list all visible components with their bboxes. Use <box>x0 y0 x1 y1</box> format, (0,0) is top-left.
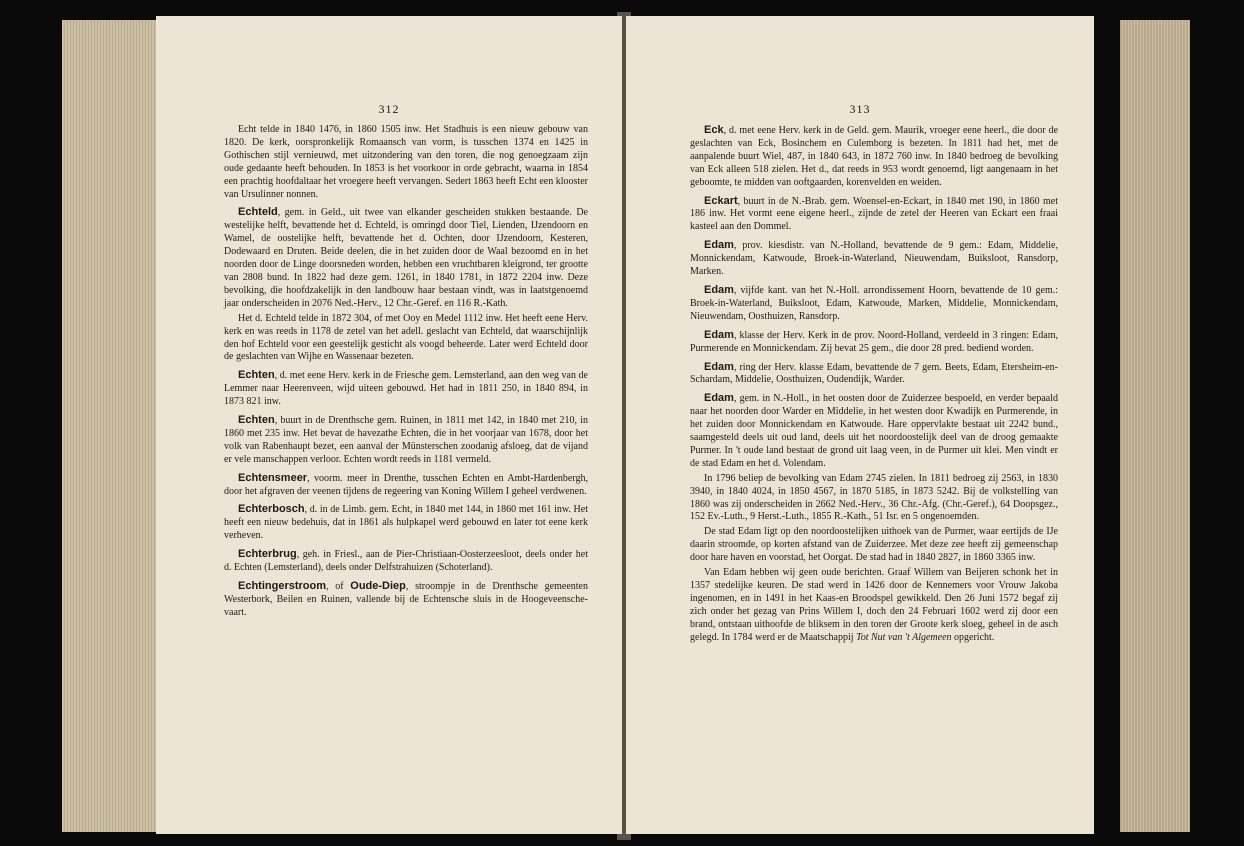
dictionary-entry <box>224 548 588 575</box>
entry-headword: Echten <box>238 414 275 427</box>
entry-headword: Echten <box>238 369 275 382</box>
entry-text: , gem. in Geld., uit twee van elkander gescheiden stukken bestaande. De westelijke helft, bevattende het d. Echteld, is omringd door Tiel, Lienden, IJzendoorn en Wamel, de oostelijke helft, bevattende het d. Ochten, door IJzendoorn, Kesteren, Dodewaard en Druten. Beide deelen, die in het zuiden door de Waal bezoomd en in het noorden door de Linge doorsneden worden, hebben een vruchtbaren kleigrond, ter grootte van 2808 bund. In 1822 had deze gem. 1261, in 1840 1781, in 1872 2204 inw. Deze bevolking, die hoofdzakelijk in den landbouw haar bestaan vindt, was in laatstgenoemd jaar onderscheiden in 2076 Ned.-Herv., 12 Chr.-Geref. en 116 R.-Kath. <box>224 207 588 309</box>
dictionary-entry <box>224 472 588 499</box>
entry-headword: Echtensmeer <box>238 471 308 484</box>
dictionary-entry <box>224 206 588 310</box>
dictionary-entry <box>224 313 588 365</box>
page-text <box>690 124 1058 650</box>
entry-text: , d. met eene Herv. kerk in de Geld. gem. Maurik, vroeger eene heerl., die door de geslachten van Eck, Bosinchem en Culemborg is bezeten. In 1811 had het, met de aanpalende buurt Wiel, 487, in 1840 643, in 1872 760 inw. In 1840 bedroeg de bevolking van Eck alleen 518 zielen. Het d., dat reeds in 953 wordt genoemd, ligt aangenaam in het geboomte, te midden van ooftgaarden, korenvelden en weiden. <box>690 125 1058 188</box>
entry-headword: Edam <box>704 360 734 373</box>
entry-headword: Edam <box>704 392 734 405</box>
entry-text: opgericht. <box>951 631 995 643</box>
entry-headword: Oude-Diep <box>350 580 406 592</box>
dictionary-entry <box>690 124 1058 190</box>
entry-headword: Edam <box>704 283 734 296</box>
entry-headword: Echterbrug <box>238 548 297 561</box>
entry-text: , voorm. meer in Drenthe, tusschen Echten en Ambt-Hardenbergh, door het afgraven der veenen tijdens de regeering van Koning Willem I geheel verdwenen. <box>224 472 588 497</box>
entry-italic-text: Tot Nut van 't Algemeen <box>856 631 952 643</box>
entry-text: , buurt in de Drenthsche gem. Ruinen, in 1811 met 142, in 1840 met 210, in 1860 met 235 inw. Het bevat de havezathe Echten, die in het voorjaar van 1678, door het volk van Rabenhaupt bezet, een aanval der Münsterschen zoodanig afsloeg, dat de vijand er vele manschappen verloor. Echten wordt reeds in 1181 vermeld. <box>224 415 588 465</box>
dictionary-entry <box>224 503 588 543</box>
dictionary-entry <box>224 124 588 201</box>
entry-text: De stad Edam ligt op den noordoostelijken uithoek van de Purmer, waar eertijds de IJe daarin stroomde, op korten afstand van de Zuiderzee. Met deze zee heeft zij gemeenschap door hare haven en voorstad, het Oorgat. De stad had in 1840 2827, in 1860 3365 inw. <box>690 526 1058 564</box>
open-book <box>62 12 1190 840</box>
entry-headword: Echterbosch <box>238 503 305 516</box>
entry-headword: Edam <box>704 328 734 341</box>
entry-text: , d. met eene Herv. kerk in de Friesche gem. Lemsterland, aan den weg van de Lemmer naar Heerenveen, wijd uiteen gebouwd. Het had in 1811 250, in 1840 894, in 1873 821 inw. <box>224 370 588 408</box>
entry-text: , gem. in N.-Holl., in het oosten door de Zuiderzee bespoeld, en verder bepaald naar het noorden door Warder en Middelie, in het westen door Kwadijk en Purmerende, in het zuiden door Monnickendam en Katwoude. Hare oppervlakte bestaat uit 2242 bund., saamgesteld deels uit oud land, deels uit het noordoostelijk deel van de droog gemaakte Purmer. In 't oude land bestaat de grond uit laag veen, in de Purmer uit klei. Men vindt er de stad Edam en het d. Volendam. <box>690 393 1058 469</box>
dictionary-entry <box>690 473 1058 525</box>
entry-text: , geh. in Friesl., aan de Pier-Christiaan-Oosterzeesloot, deels onder het d. Echten (Lemsterland), deels onder Delfstrahuizen (Schoterland). <box>224 549 588 574</box>
dictionary-entry <box>224 580 588 620</box>
dictionary-entry <box>690 195 1058 235</box>
page-number: 313 <box>849 102 871 116</box>
dictionary-entry <box>224 414 588 467</box>
entry-text: , d. in de Limb. gem. Echt, in 1840 met 144, in 1860 met 161 inw. Het heeft een nieuw bedehuis, dat in 1861 als hulpkapel werd gebouwd en later tot eene kerk verheven. <box>224 504 588 542</box>
entry-headword: Echteld <box>238 206 278 219</box>
entry-text: , of <box>326 581 351 592</box>
page-number: 312 <box>378 102 400 116</box>
page-edges-right <box>1120 20 1190 832</box>
dictionary-entry <box>690 361 1058 388</box>
entry-text: Van Edam hebben wij geen oude berichten. Graaf Willem van Beijeren schonk het in 1357 stedelijke keuren. De stad werd in 1426 door de Kennemers voor Vrouw Jakoba ingenomen, en in 1491 in het Kaas-en Broodspel gewikkeld. Den 26 Juni 1572 begaf zij zich onder het gezag van Prins Willem I, doch den 24 Februari 1602 werd zij door een brand, ontstaan uithoofde de bliksem in den toren der Groote kerk sloeg, geheel in de asch gelegd. In 1784 werd er de Maatschappij <box>690 567 1058 643</box>
entry-headword: Eck <box>704 124 724 136</box>
left-page <box>156 16 622 834</box>
entry-headword: Echtingerstroom <box>238 580 327 592</box>
entry-text: Echt telde in 1840 1476, in 1860 1505 inw. Het Stadhuis is een nieuw gebouw van 1820. De kerk, oorspronkelijk Romaansch van vorm, is tusschen 1374 en 1425 in Gothischen stijl vernieuwd, met uitzondering van den toren, die nog genoegzaam zijn oude gedaante heeft behouden. In 1853 is het voorkoor in orde gebracht, waarna in 1854 een prachtig hoofdaltaar het vroegere heeft vervangen. Sedert 1863 heeft Echt een klooster van Ursulinner nonnen. <box>224 124 588 200</box>
dictionary-entry <box>690 329 1058 356</box>
entry-text: , vijfde kant. van het N.-Holl. arrondissement Hoorn, bevattende de 10 gem.: Broek-in-Waterland, Buiksloot, Edam, Katwoude, Marken, Middelie, Monnickendam, Nieuwendam, Oosthuizen, Ransdorp. <box>690 284 1058 322</box>
dictionary-entry <box>690 567 1058 644</box>
page-text <box>224 124 588 625</box>
entry-text: In 1796 beliep de bevolking van Edam 2745 zielen. In 1811 bedroeg zij 2563, in 1830 3940, in 1840 4024, in 1850 4567, in 1870 5185, in 1873 5242. Bij de volkstelling van 1860 was zij onderscheiden in 2662 Ned.-Herv., 36 Chr.-Afg. (Chr.-Geref.), 64 Doopsgez., 152 Ev.-Luth., 9 Herst.-Luth., 1855 R.-Kath., 51 Isr. en 5 ongenoemden. <box>690 472 1058 523</box>
entry-text: , buurt in de N.-Brab. gem. Woensel-en-Eckart, in 1840 met 190, in 1860 met 186 inw. Het vormt eene eigene heerl., zijnde de zetel der Heeren van Eckart een fraai kasteel aan den Dommel. <box>690 195 1058 233</box>
entry-text: , prov. kiesdistr. van N.-Holland, bevattende de 9 gem.: Edam, Middelie, Monnickendam, Katwoude, Broek-in-Waterland, Nieuwendam, Buiksloot, Ransdorp, Marken. <box>690 240 1058 278</box>
entry-headword: Edam <box>704 239 734 252</box>
entry-text: , klasse der Herv. Kerk in de prov. Noord-Holland, verdeeld in 3 ringen: Edam, Purmerende en Monnickendam. Zij bevat 25 gem., die door 28 pred. bediend worden. <box>690 329 1058 354</box>
entry-text: , ring der Herv. klasse Edam, bevattende de 7 gem. Beets, Edam, Etersheim-en-Schardam, Middelie, Oosthuizen, Oudendijk, Warder. <box>690 361 1058 386</box>
dictionary-entry <box>690 392 1058 470</box>
dictionary-entry <box>690 239 1058 279</box>
right-page <box>626 16 1094 834</box>
dictionary-entry <box>690 526 1058 565</box>
entry-text: , stroompje in de Drenthsche gemeenten Westerbork, Beilen en Ruinen, vallende bij de Echtensche sluis in de Hoogeveensche-vaart. <box>224 581 588 618</box>
entry-text: Het d. Echteld telde in 1872 304, of met Ooy en Medel 1112 inw. Het heeft eene Herv. kerk en was reeds in 1178 de zetel van het adell. geslacht van Echteld, dat waarschijnlijk den hof Echteld voor een geestelijk gesticht als voogd beheerde. Later werd Echteld door de geslachten van Wijhe en Wassenaar bezeten. <box>224 312 588 363</box>
dictionary-entry <box>690 284 1058 324</box>
entry-headword: Eckart <box>704 194 738 207</box>
page-edges-left <box>62 20 158 832</box>
dictionary-entry <box>224 369 588 409</box>
